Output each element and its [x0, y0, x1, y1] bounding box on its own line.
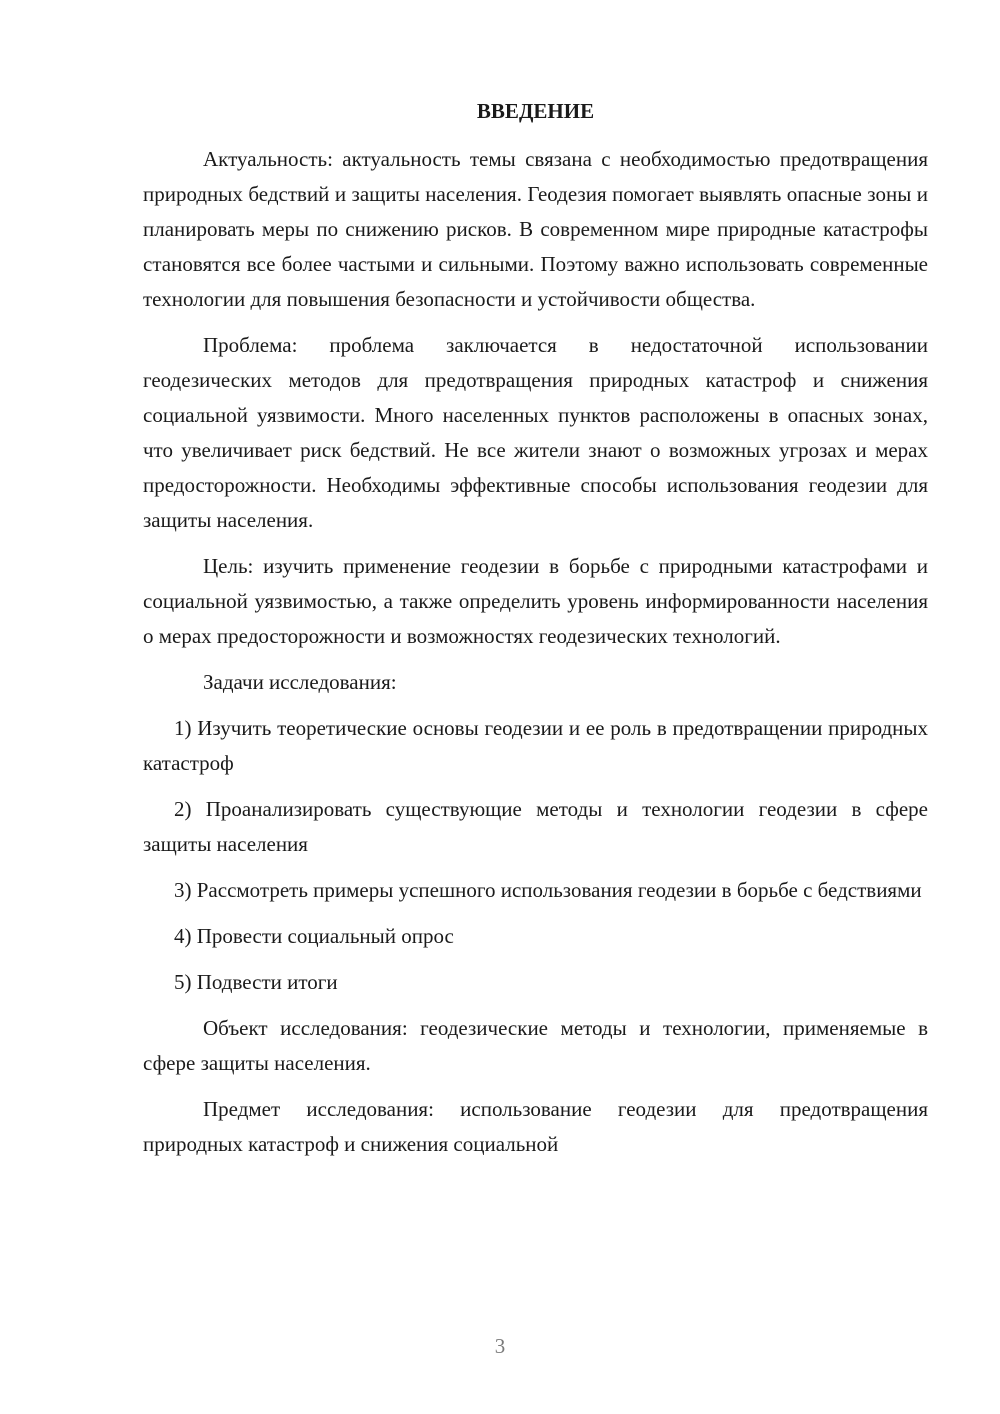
task-item: 1) Изучить теоретические основы геодезии и ее роль в предотвращении природных катастроф — [143, 716, 928, 775]
task-item: 5) Подвести итоги — [174, 970, 338, 994]
document-body — [143, 142, 928, 1173]
paragraph-object: Объект исследования: геодезические методы и технологии, применяемые в сфере защиты населения. — [143, 1016, 928, 1075]
paragraph-subject: Предмет исследования: использование геодезии для предотвращения природных катастроф и снижения социальной — [143, 1097, 928, 1156]
paragraph-relevance: Актуальность: актуальность темы связана с необходимостью предотвращения природных бедствий и защиты населения. Геодезия помогает выявлять опасные зоны и планировать меры по снижению рисков. В современном мире природные катастрофы становятся все более частыми и сильными. Поэтому важно использовать современные технологии для повышения безопасности и устойчивости общества. — [143, 147, 928, 311]
paragraph-problem: Проблема: проблема заключается в недостаточной использовании геодезических методов для предотвращения природных катастроф и снижения социальной уязвимости. Много населенных пунктов расположены в опасных зонах, что увеличивает риск бедствий. Не все жители знают о возможных угрозах и мерах предосторожности. Необходимы эффективные способы использования геодезии для защиты населения. — [143, 333, 928, 532]
paragraph-goal: Цель: изучить применение геодезии в борьбе с природными катастрофами и социальной уязвимостью, а также определить уровень информированности населения о мерах предосторожности и возможностях геодезических технологий. — [143, 554, 928, 648]
page-number: 3 — [494, 1334, 506, 1358]
page-title: ВВЕДЕНИЕ — [476, 99, 595, 123]
paragraph-tasks-heading: Задачи исследования: — [203, 670, 397, 694]
task-item: 3) Рассмотреть примеры успешного использования геодезии в борьбе с бедствиями — [174, 878, 922, 902]
task-item: 4) Провести социальный опрос — [174, 924, 454, 948]
task-item: 2) Проанализировать существующие методы и технологии геодезии в сфере защиты населения — [143, 797, 928, 856]
